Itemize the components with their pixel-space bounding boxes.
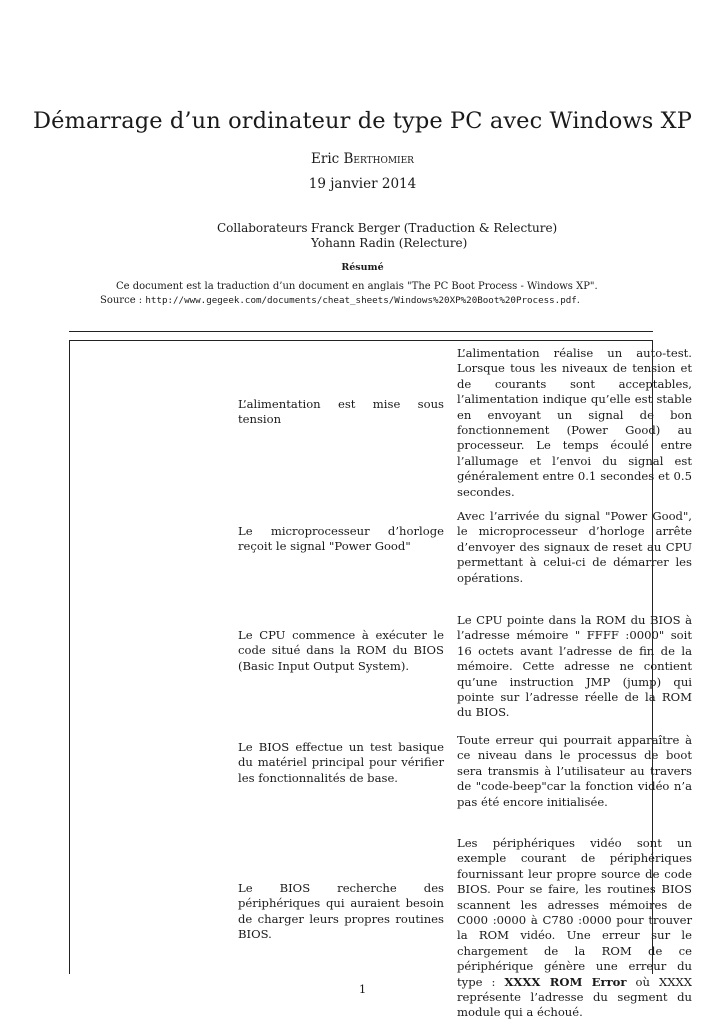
table-cell-step: Le BIOS recherche des périphériques qui auraient besoin de charger leurs propres routines BIOS.: [238, 881, 444, 942]
table-cell-step: Le BIOS effectue un test basique du matériel principal pour vérifier les fonctionnalités de base.: [238, 740, 444, 785]
table-cell-step: Le CPU commence à exécuter le code situé dans la ROM du BIOS (Basic Input Output System).: [238, 628, 444, 673]
author: [0, 151, 725, 167]
detail-text-end: où XXXX représente l’adresse du segment du module qui a échoué.: [457, 974, 692, 1020]
error-code-text: XXXX ROM Error: [504, 974, 627, 989]
table-cell-detail: Avec l’arrivée du signal "Power Good", le microprocesseur d’horloge arrête d’envoyer des signaux de reset au CPU permettant à celui-ci de démarrer les opérations.: [457, 509, 692, 585]
abstract-source: [100, 295, 580, 306]
collaborator-name: Franck Berger (Traduction & Relecture): [311, 221, 558, 235]
table-top-rule: [69, 331, 653, 332]
author-first-name: Eric: [311, 151, 340, 167]
table-cell-detail: Toute erreur qui pourrait apparaître à ce niveau dans le processus de boot sera transmis à l’utilisateur au travers de "code-beep"car la fonction vidéo n’a pas été encore initialisée.: [457, 733, 692, 809]
source-url: http://www.gegeek.com/documents/cheat_sheets/Windows%20XP%20Boot%20Process.pdf: [145, 295, 577, 306]
detail-text: Les périphériques vidéo sont un exemple courant de périphériques fournissant leur propre source de code BIOS. Pour se faire, les routines BIOS scannent les adresses mémoires de C000 :0000 à C780 :0000 pour trouver la ROM vidéo. Une erreur sur le chargement de la ROM de ce périphérique génère une erreur du type :: [457, 836, 692, 989]
collaborator-name: Yohann Radin (Relecture): [311, 235, 468, 250]
collaborators-list: [311, 221, 557, 250]
abstract-title: Résumé: [341, 262, 384, 273]
document-title: Démarrage d’un ordinateur de type PC avec Windows XP: [32, 108, 693, 134]
document-date: 19 janvier 2014: [308, 176, 417, 192]
table-left-border: [69, 341, 70, 974]
abstract-text: Ce document est la traduction d’un document en anglais "The PC Boot Process - Windows XP".: [116, 281, 598, 292]
source-label: Source :: [100, 295, 146, 306]
author-last-name: Berthomier: [343, 151, 414, 167]
table-header-rule: [69, 340, 653, 341]
table-cell-step: L’alimentation est mise sous tension: [238, 397, 444, 427]
source-end: .: [576, 295, 580, 306]
page-number: 1: [358, 982, 367, 996]
table-cell-detail: L’alimentation réalise un auto-test. Lorsque tous les niveaux de tension et de courants sont acceptables, l’alimentation indique qu’elle est stable en envoyant un signal de bon fonctionnement (Power Good) au processeur. Le temps écoulé entre l’allumage et l’envoi du signal est généralement entre 0.1 secondes et 0.5 secondes.: [457, 346, 692, 499]
table-cell-detail: Le CPU pointe dans la ROM du BIOS à l’adresse mémoire " FFFF :0000" soit 16 octets avant l’adresse de fin de la mémoire. Cette adresse ne contient qu’une instruction JMP (jump) qui pointe sur l’adresse réelle de la ROM du BIOS.: [457, 613, 692, 720]
table-cell-step: Le microprocesseur d’horloge reçoit le signal "Power Good": [238, 524, 444, 554]
collaborators-label: Collaborateurs :: [217, 221, 316, 235]
